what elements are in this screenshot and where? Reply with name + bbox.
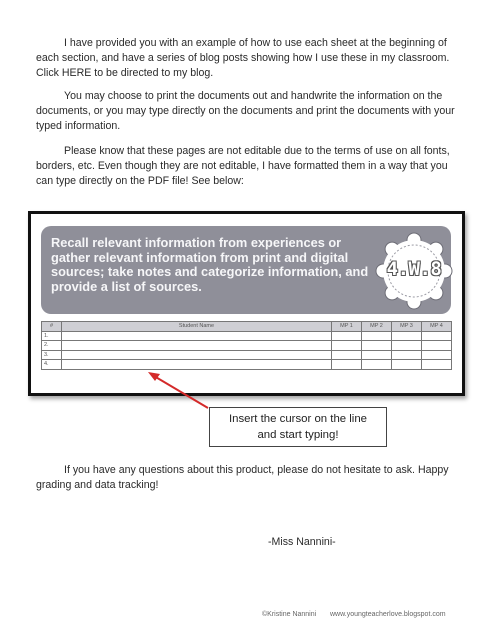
print-options-paragraph: You may choose to print the documents out and handwrite the information on the documents, or you may type directly on the documents and print the documents with your typed information.	[36, 90, 455, 132]
mp-cell[interactable]	[332, 341, 362, 351]
footer-copyright: ©Kristine Nannini	[262, 611, 317, 618]
row-number: 3.	[42, 350, 62, 360]
mp-cell[interactable]	[362, 341, 392, 351]
signature: -Miss Nannini-	[268, 536, 336, 548]
mp-cell[interactable]	[422, 331, 452, 341]
mp-cell[interactable]	[332, 331, 362, 341]
mp-cell[interactable]	[362, 331, 392, 341]
example-screenshot	[28, 211, 465, 396]
standard-badge	[375, 232, 453, 310]
column-header: MP 3	[392, 322, 422, 332]
mp-cell[interactable]	[332, 360, 362, 370]
standard-banner	[41, 226, 451, 314]
row-number: 1.	[42, 331, 62, 341]
column-header: MP 2	[362, 322, 392, 332]
mp-cell[interactable]	[362, 360, 392, 370]
column-header: Student Name	[62, 322, 332, 332]
column-header: MP 1	[332, 322, 362, 332]
standard-text: Recall relevant information from experiences or gather relevant information from print and digital sources; take notes and categorize information, and provide a list of sources.	[51, 235, 369, 294]
table-row	[42, 331, 452, 341]
mp-cell[interactable]	[422, 341, 452, 351]
mp-cell[interactable]	[332, 350, 362, 360]
student-name-cell[interactable]	[62, 331, 332, 341]
student-name-cell[interactable]	[62, 341, 332, 351]
red-arrow-icon	[140, 364, 220, 414]
callout-box	[209, 407, 387, 447]
mp-cell[interactable]	[392, 331, 422, 341]
mp-cell[interactable]	[422, 360, 452, 370]
column-header: MP 4	[422, 322, 452, 332]
table-row	[42, 360, 452, 370]
editing-note-paragraph: Please know that these pages are not editable due to the terms of use on all fonts, borders, etc. Even though they are not editable, I have formatted them in a way that you can type directly on the PDF file! See below:	[36, 145, 450, 187]
mp-cell[interactable]	[422, 350, 452, 360]
row-number: 2.	[42, 341, 62, 351]
column-header: #	[42, 322, 62, 332]
footer-url[interactable]: www.youngteacherlove.blogspot.com	[330, 611, 446, 618]
intro-paragraph: I have provided you with an example of how to use each sheet at the beginning of each section, and have a series of blog posts showing how I use these in my classroom. Click HERE to be directed to my blog.	[36, 37, 450, 79]
mp-cell[interactable]	[392, 360, 422, 370]
student-table	[41, 321, 452, 370]
badge-label: 4.W.8	[386, 258, 442, 280]
mp-cell[interactable]	[362, 350, 392, 360]
table-row	[42, 350, 452, 360]
callout-line-1: Insert the cursor on the line	[228, 413, 368, 425]
mp-cell[interactable]	[392, 341, 422, 351]
student-name-cell[interactable]	[62, 350, 332, 360]
table-row	[42, 341, 452, 351]
mp-cell[interactable]	[392, 350, 422, 360]
callout-line-2: and start typing!	[257, 429, 339, 441]
closing-paragraph: If you have any questions about this product, please do not hesitate to ask. Happy grading and data tracking!	[36, 464, 449, 491]
row-number: 4.	[42, 360, 62, 370]
table-header-row	[42, 322, 452, 332]
